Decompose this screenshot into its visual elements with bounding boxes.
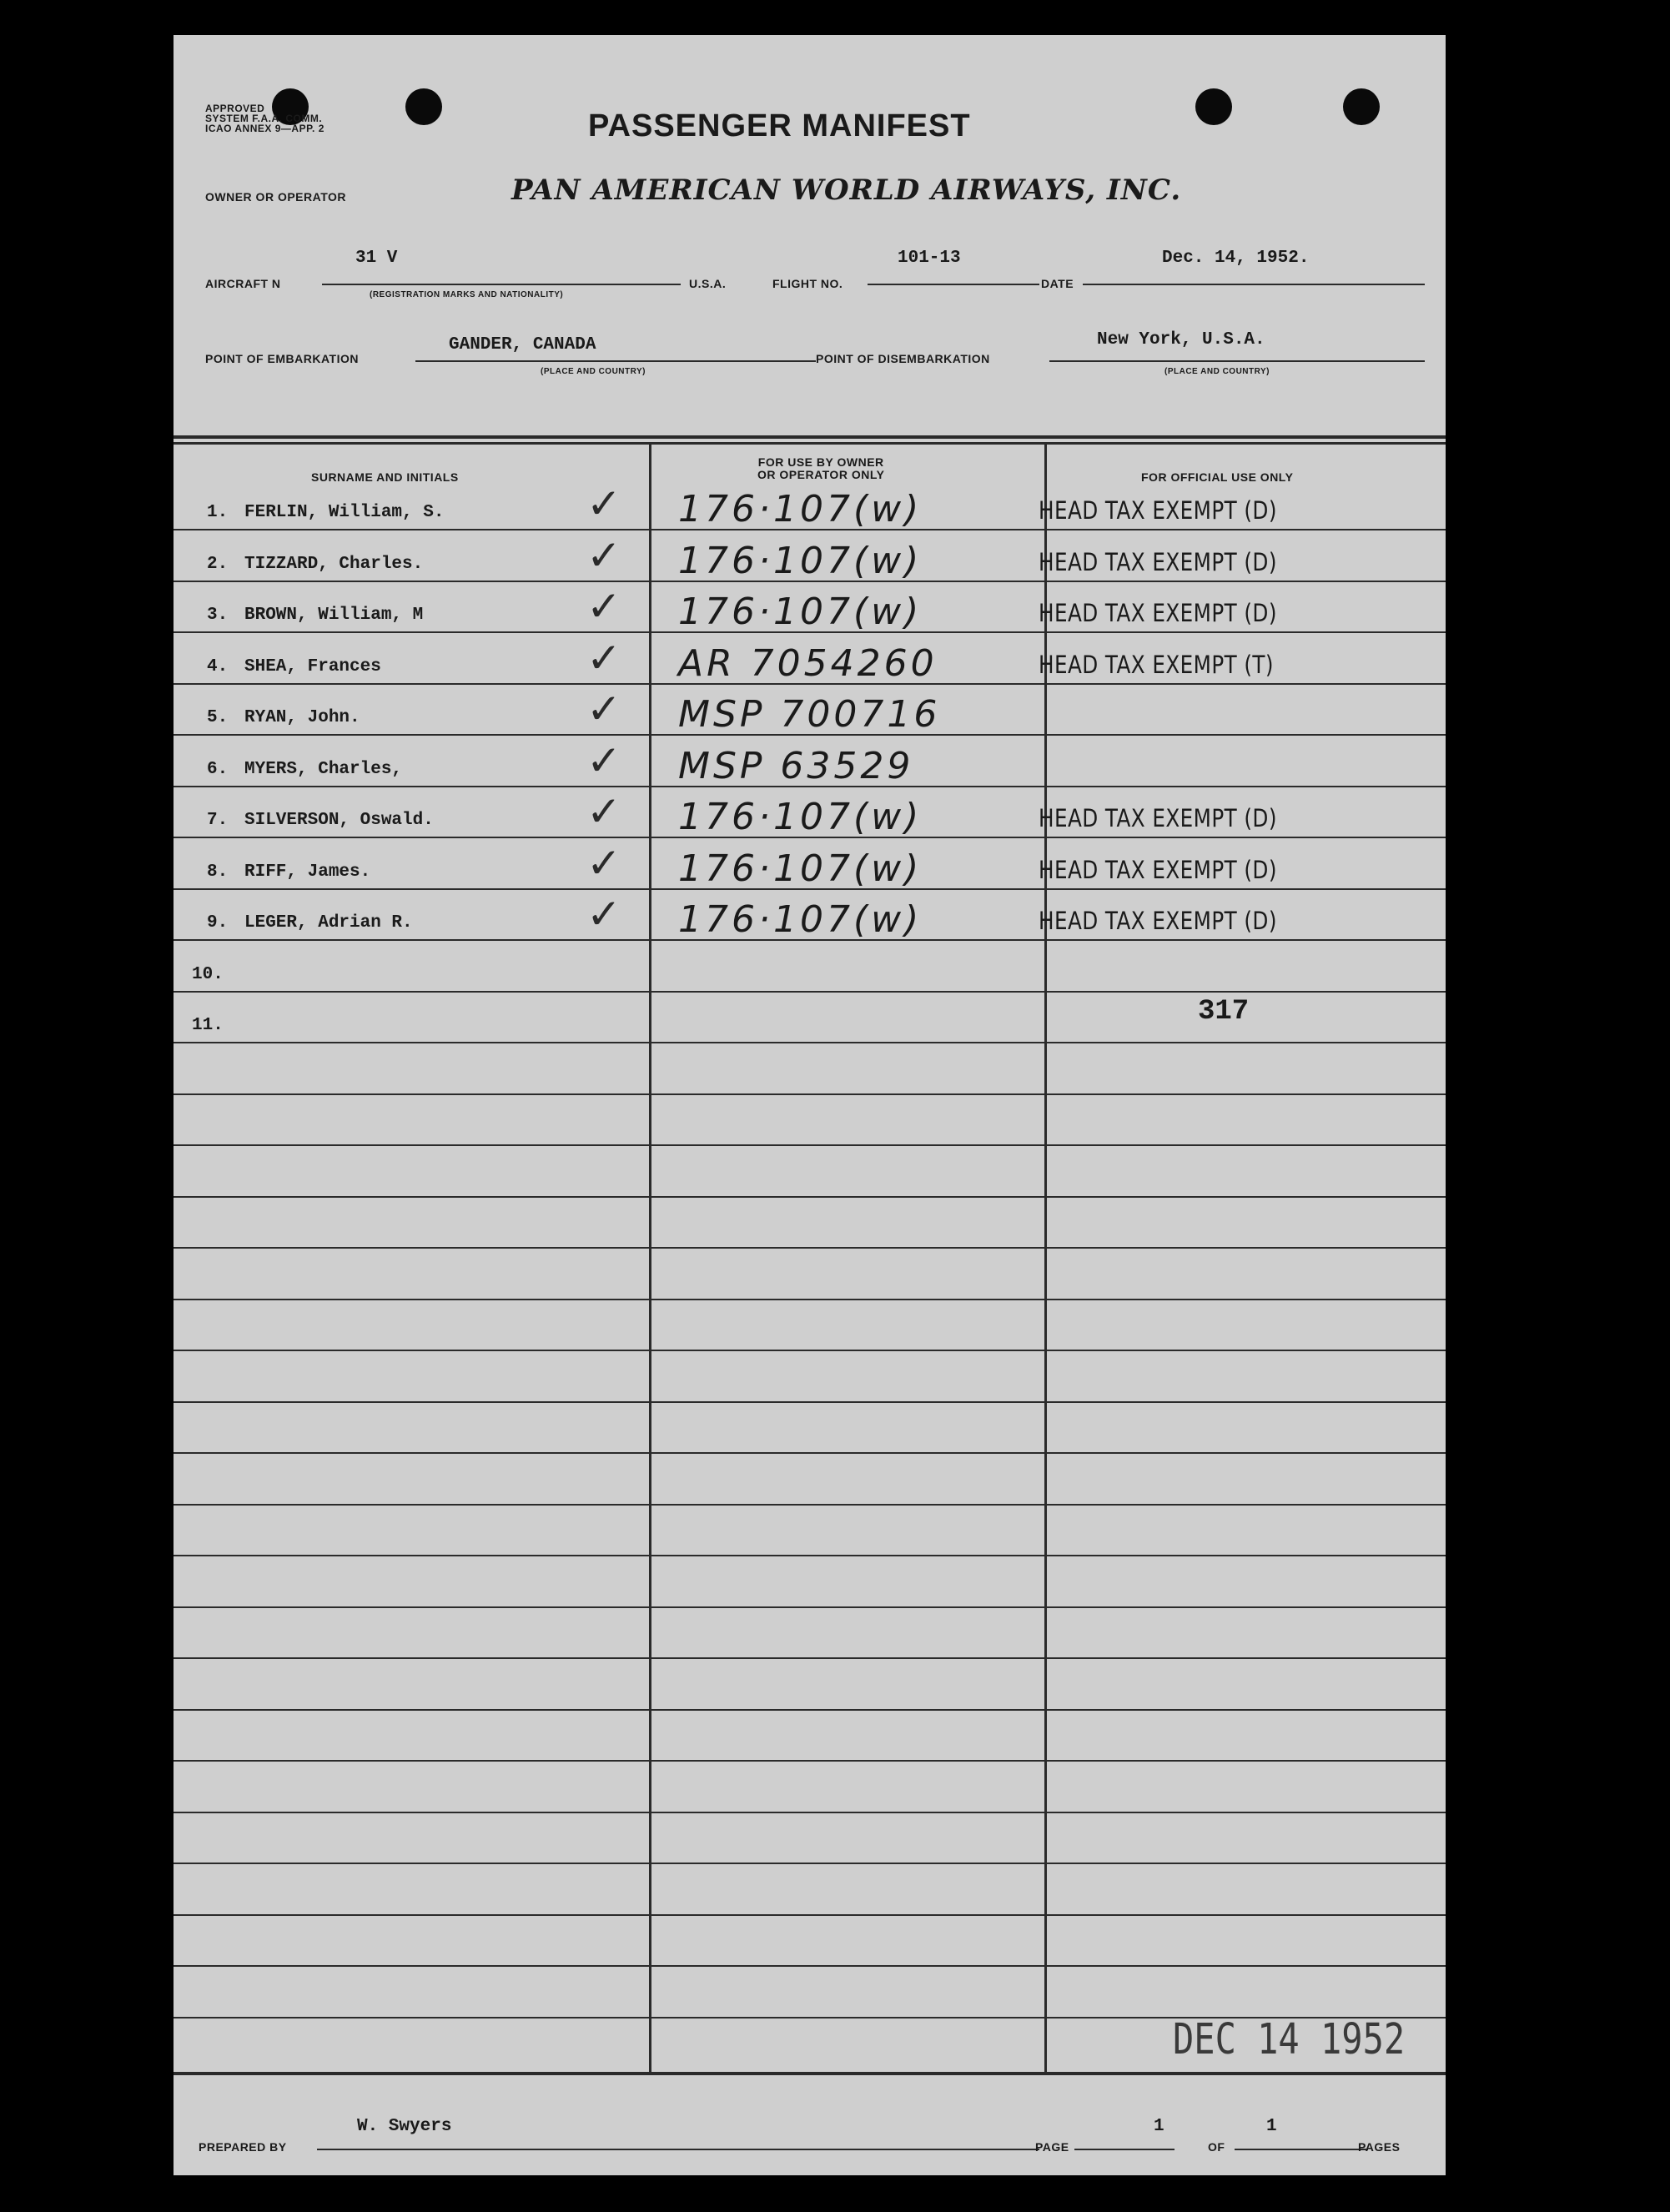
row-rule [174, 1760, 1446, 1762]
head-tax-stamp: HEAD TAX EXEMPT (D) [1039, 804, 1277, 832]
date-underline [1083, 284, 1425, 285]
passenger-name: SILVERSON, Oswald. [244, 811, 434, 830]
handwritten-code: 176·107(w) [678, 488, 923, 530]
usa-label: U.S.A. [689, 277, 727, 290]
row-rule [174, 991, 1446, 993]
check-mark-icon: ✓ [586, 633, 621, 682]
prepared-underline [317, 2149, 1039, 2150]
row-rule [174, 1401, 1446, 1403]
passenger-number: 7. [207, 811, 229, 830]
flight-value: 101-13 [898, 249, 961, 268]
row-rule [174, 1247, 1446, 1249]
flight-underline [868, 284, 1039, 285]
passenger-number: 1. [207, 503, 229, 522]
passenger-name: LEGER, Adrian R. [244, 913, 413, 933]
date-value: Dec. 14, 1952. [1162, 249, 1310, 268]
prepared-label: PREPARED BY [199, 2140, 287, 2154]
prepared-by: W. Swyers [357, 2117, 452, 2136]
aircraft-value: 31 V [355, 249, 398, 268]
embark-underline [415, 360, 816, 362]
handwritten-code: 176·107(w) [678, 539, 923, 582]
row-rule [174, 1042, 1446, 1043]
row-rule [174, 1914, 1446, 1916]
disembark-value: New York, U.S.A. [1097, 330, 1265, 349]
handwritten-code: MSP 700716 [678, 693, 941, 736]
column-divider [649, 444, 651, 2074]
punch-hole [405, 88, 442, 125]
head-tax-stamp: HEAD TAX EXEMPT (D) [1039, 496, 1277, 525]
head-tax-stamp: HEAD TAX EXEMPT (D) [1039, 547, 1277, 576]
passenger-number: 4. [207, 656, 229, 676]
handwritten-code: 176·107(w) [678, 591, 923, 633]
passenger-name: TIZZARD, Charles. [244, 554, 424, 574]
passenger-name: RIFF, James. [244, 862, 371, 882]
owner-label: OWNER OR OPERATOR [205, 190, 346, 204]
check-mark-icon: ✓ [586, 890, 621, 938]
check-mark-icon: ✓ [586, 787, 621, 836]
passenger-number: 8. [207, 862, 229, 882]
page-underline [1074, 2149, 1175, 2150]
embark-label: POINT OF EMBARKATION [205, 352, 359, 365]
head-tax-stamp: HEAD TAX EXEMPT (D) [1039, 855, 1277, 884]
passenger-number: 10. [192, 964, 224, 984]
passenger-name: MYERS, Charles, [244, 759, 403, 779]
embark-caption: (PLACE AND COUNTRY) [541, 367, 646, 376]
check-mark-icon: ✓ [586, 685, 621, 733]
disembark-caption: (PLACE AND COUNTRY) [1164, 367, 1270, 376]
head-tax-stamp: HEAD TAX EXEMPT (D) [1039, 599, 1277, 627]
total-underline [1235, 2149, 1368, 2150]
punch-hole [1343, 88, 1380, 125]
passenger-name: BROWN, William, M [244, 606, 424, 625]
handwritten-code: MSP 63529 [678, 744, 914, 787]
column-divider [1044, 444, 1047, 2074]
table-top-rule [174, 442, 1446, 445]
head-tax-stamp: HEAD TAX EXEMPT (T) [1039, 650, 1274, 679]
row-rule [174, 1709, 1446, 1711]
check-mark-icon: ✓ [586, 736, 621, 785]
approval-note: APPROVED SYSTEM F.A.A. COMM. ICAO ANNEX 9—APP. 2 [205, 103, 324, 134]
row-rule [174, 1299, 1446, 1300]
passenger-name: FERLIN, William, S. [244, 503, 445, 522]
column-header-official: FOR OFFICIAL USE ONLY [1141, 470, 1294, 484]
check-mark-icon: ✓ [586, 582, 621, 631]
handwritten-code: 176·107(w) [678, 898, 923, 941]
passenger-name: SHEA, Frances [244, 656, 381, 676]
table-top-rule [174, 435, 1446, 439]
aircraft-label: AIRCRAFT N [205, 277, 281, 290]
disembark-label: POINT OF DISEMBARKATION [816, 352, 990, 365]
flight-label: FLIGHT NO. [772, 277, 843, 290]
handwritten-code: 176·107(w) [678, 796, 923, 838]
row-rule [174, 1863, 1446, 1864]
passenger-name: RYAN, John. [244, 708, 360, 727]
page-label: PAGE [1035, 2140, 1069, 2154]
passenger-number: 11. [192, 1016, 224, 1035]
embark-value: GANDER, CANADA [449, 335, 596, 354]
passenger-number: 2. [207, 554, 229, 574]
row-rule [174, 1144, 1446, 1146]
column-header-names: SURNAME AND INITIALS [311, 470, 459, 484]
row-rule [174, 1657, 1446, 1659]
date-label: DATE [1041, 277, 1074, 290]
row-rule [174, 1093, 1446, 1095]
passenger-number: 5. [207, 708, 229, 727]
passenger-number: 6. [207, 759, 229, 779]
punch-hole [1195, 88, 1232, 125]
passenger-number: 9. [207, 913, 229, 933]
handwritten-code: 176·107(w) [678, 847, 923, 890]
row-rule [174, 1452, 1446, 1454]
row-rule [174, 1812, 1446, 1813]
manifest-sheet [174, 35, 1446, 2175]
handwritten-code: AR 7054260 [678, 641, 938, 685]
disembark-underline [1049, 360, 1425, 362]
page-title: PASSENGER MANIFEST [588, 108, 971, 143]
head-tax-stamp: HEAD TAX EXEMPT (D) [1039, 907, 1277, 935]
row-rule [174, 1555, 1446, 1556]
aircraft-underline [322, 284, 681, 285]
of-label: OF [1208, 2140, 1225, 2154]
page-total: 1 [1266, 2117, 1277, 2136]
table-bottom-rule [174, 2072, 1446, 2075]
count-note: 317 [1198, 996, 1250, 1028]
registration-caption: (REGISTRATION MARKS AND NATIONALITY) [370, 290, 564, 299]
page-number: 1 [1154, 2117, 1164, 2136]
row-rule [174, 1350, 1446, 1351]
row-rule [174, 1965, 1446, 1967]
passenger-number: 3. [207, 606, 229, 625]
row-rule [174, 1196, 1446, 1198]
received-date-stamp: DEC 14 1952 [1173, 2014, 1406, 2064]
row-rule [174, 1606, 1446, 1608]
pages-label: PAGES [1358, 2140, 1401, 2154]
row-rule [174, 1504, 1446, 1506]
operator-name: PAN AMERICAN WORLD AIRWAYS, INC. [511, 173, 1182, 207]
check-mark-icon: ✓ [586, 838, 621, 887]
column-header-owner: FOR USE BY OWNER OR OPERATOR ONLY [757, 455, 885, 481]
check-mark-icon: ✓ [586, 480, 621, 528]
check-mark-icon: ✓ [586, 530, 621, 580]
